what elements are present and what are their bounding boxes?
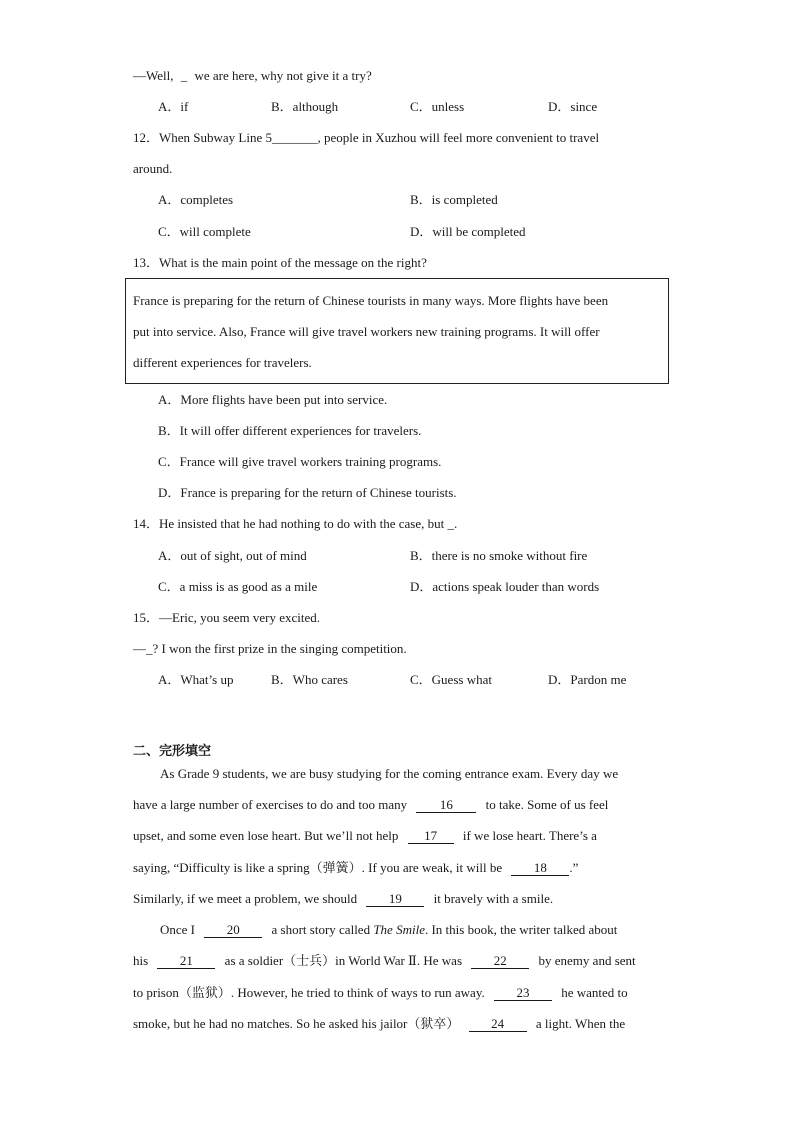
cloze-blank-23[interactable]: 23 xyxy=(494,986,552,1001)
cloze-blank-18[interactable]: 18 xyxy=(511,861,569,876)
cloze-p1-line4 xyxy=(133,860,578,876)
cloze-text: smoke, but he had no matches. So he asked his jailor（狱卒） xyxy=(133,1016,460,1031)
q13-stem: 13．What is the main point of the message on the right? xyxy=(133,255,427,270)
q12-option-b[interactable]: B．is completed xyxy=(410,192,498,207)
section-title-cloze: 二、完形填空 xyxy=(133,744,212,759)
cloze-text: a short story called xyxy=(271,922,371,937)
q13-option-a[interactable]: A．More flights have been put into service. xyxy=(158,392,388,407)
q11-option-d[interactable]: D．since xyxy=(548,99,598,114)
cloze-text: a light. When the xyxy=(535,1016,626,1031)
q11-option-a[interactable]: A．if xyxy=(158,99,189,114)
q12-stem-line1: 12．When Subway Line 5_______, people in Xuzhou will feel more convenient to travel xyxy=(133,130,600,145)
cloze-text: . In this book, the writer talked about xyxy=(424,922,618,937)
q15-stem-line2: —_? I won the first prize in the singing competition. xyxy=(133,641,407,656)
q13-option-c[interactable]: C．France will give travel workers training programs. xyxy=(158,454,442,469)
q14-option-c[interactable]: C．a miss is as good as a mile xyxy=(158,579,318,594)
q11-stem-prefix: —Well, xyxy=(133,68,174,83)
q14-option-d[interactable]: D．actions speak louder than words xyxy=(410,579,600,594)
cloze-blank-22[interactable]: 22 xyxy=(471,954,529,969)
q14-option-a[interactable]: A．out of sight, out of mind xyxy=(158,548,307,563)
cloze-text: to take. Some of us feel xyxy=(485,797,609,812)
cloze-text: Similarly, if we meet a problem, we should xyxy=(133,891,358,906)
cloze-p2-line3 xyxy=(133,985,628,1001)
cloze-blank-20[interactable]: 20 xyxy=(204,923,262,938)
q13-passage-line1: France is preparing for the return of Chinese tourists in many ways. More flights have been xyxy=(133,293,609,308)
cloze-text: he wanted to xyxy=(561,985,628,1000)
cloze-text: to prison（监狱）. However, he tried to think of ways to run away. xyxy=(133,985,485,1000)
q11-blank: _ xyxy=(180,68,188,83)
q11-option-b[interactable]: B．although xyxy=(271,99,339,114)
q13-passage-line2: put into service. Also, France will give travel workers new training programs. It will offer xyxy=(133,324,600,339)
cloze-p2-line4 xyxy=(133,1016,625,1032)
cloze-blank-19[interactable]: 19 xyxy=(366,892,424,907)
q14-stem: 14．He insisted that he had nothing to do with the case, but _. xyxy=(133,516,458,531)
q12-option-c[interactable]: C．will complete xyxy=(158,224,251,239)
q15-option-a[interactable]: A．What’s up xyxy=(158,672,234,687)
cloze-p1-line1: As Grade 9 students, we are busy studying for the coming entrance exam. Every day we xyxy=(160,766,619,781)
q15-option-d[interactable]: D．Pardon me xyxy=(548,672,627,687)
cloze-p1-line5 xyxy=(133,891,553,907)
cloze-text: .” xyxy=(569,860,579,875)
story-title: The Smile xyxy=(373,922,425,937)
cloze-p1-line2 xyxy=(133,797,608,813)
cloze-text: his xyxy=(133,953,149,968)
cloze-text: have a large number of exercises to do and too many xyxy=(133,797,408,812)
cloze-text: Once I xyxy=(160,922,196,937)
q13-option-b[interactable]: B．It will offer different experiences for travelers. xyxy=(158,423,422,438)
q14-option-b[interactable]: B．there is no smoke without fire xyxy=(410,548,588,563)
cloze-p1-line3 xyxy=(133,828,597,844)
q13-passage-box xyxy=(125,278,669,384)
cloze-text: by enemy and sent xyxy=(538,953,636,968)
cloze-text: as a soldier（士兵）in World War Ⅱ. He was xyxy=(224,953,463,968)
q11-option-c[interactable]: C．unless xyxy=(410,99,465,114)
cloze-text: upset, and some even lose heart. But we’ll not help xyxy=(133,828,399,843)
q11-stem xyxy=(133,68,372,84)
q15-option-c[interactable]: C．Guess what xyxy=(410,672,492,687)
cloze-p2-line2 xyxy=(133,953,636,969)
cloze-text: saying, “Difficulty is like a spring（弹簧）. If you are weak, it will be xyxy=(133,860,503,875)
q12-stem-line2: around. xyxy=(133,161,173,176)
cloze-text: it bravely with a smile. xyxy=(433,891,554,906)
q15-stem-line1: 15．—Eric, you seem very excited. xyxy=(133,610,320,625)
cloze-p2-line1 xyxy=(160,922,617,938)
q15-option-b[interactable]: B．Who cares xyxy=(271,672,348,687)
cloze-blank-21[interactable]: 21 xyxy=(157,954,215,969)
cloze-blank-24[interactable]: 24 xyxy=(469,1017,527,1032)
q13-passage-line3: different experiences for travelers. xyxy=(133,355,312,370)
cloze-blank-16[interactable]: 16 xyxy=(416,798,476,813)
cloze-blank-17[interactable]: 17 xyxy=(408,829,454,844)
q11-stem-suffix: we are here, why not give it a try? xyxy=(194,68,372,83)
q12-option-a[interactable]: A．completes xyxy=(158,192,234,207)
q12-option-d[interactable]: D．will be completed xyxy=(410,224,526,239)
cloze-text: if we lose heart. There’s a xyxy=(462,828,597,843)
q13-option-d[interactable]: D．France is preparing for the return of Chinese tourists. xyxy=(158,485,457,500)
